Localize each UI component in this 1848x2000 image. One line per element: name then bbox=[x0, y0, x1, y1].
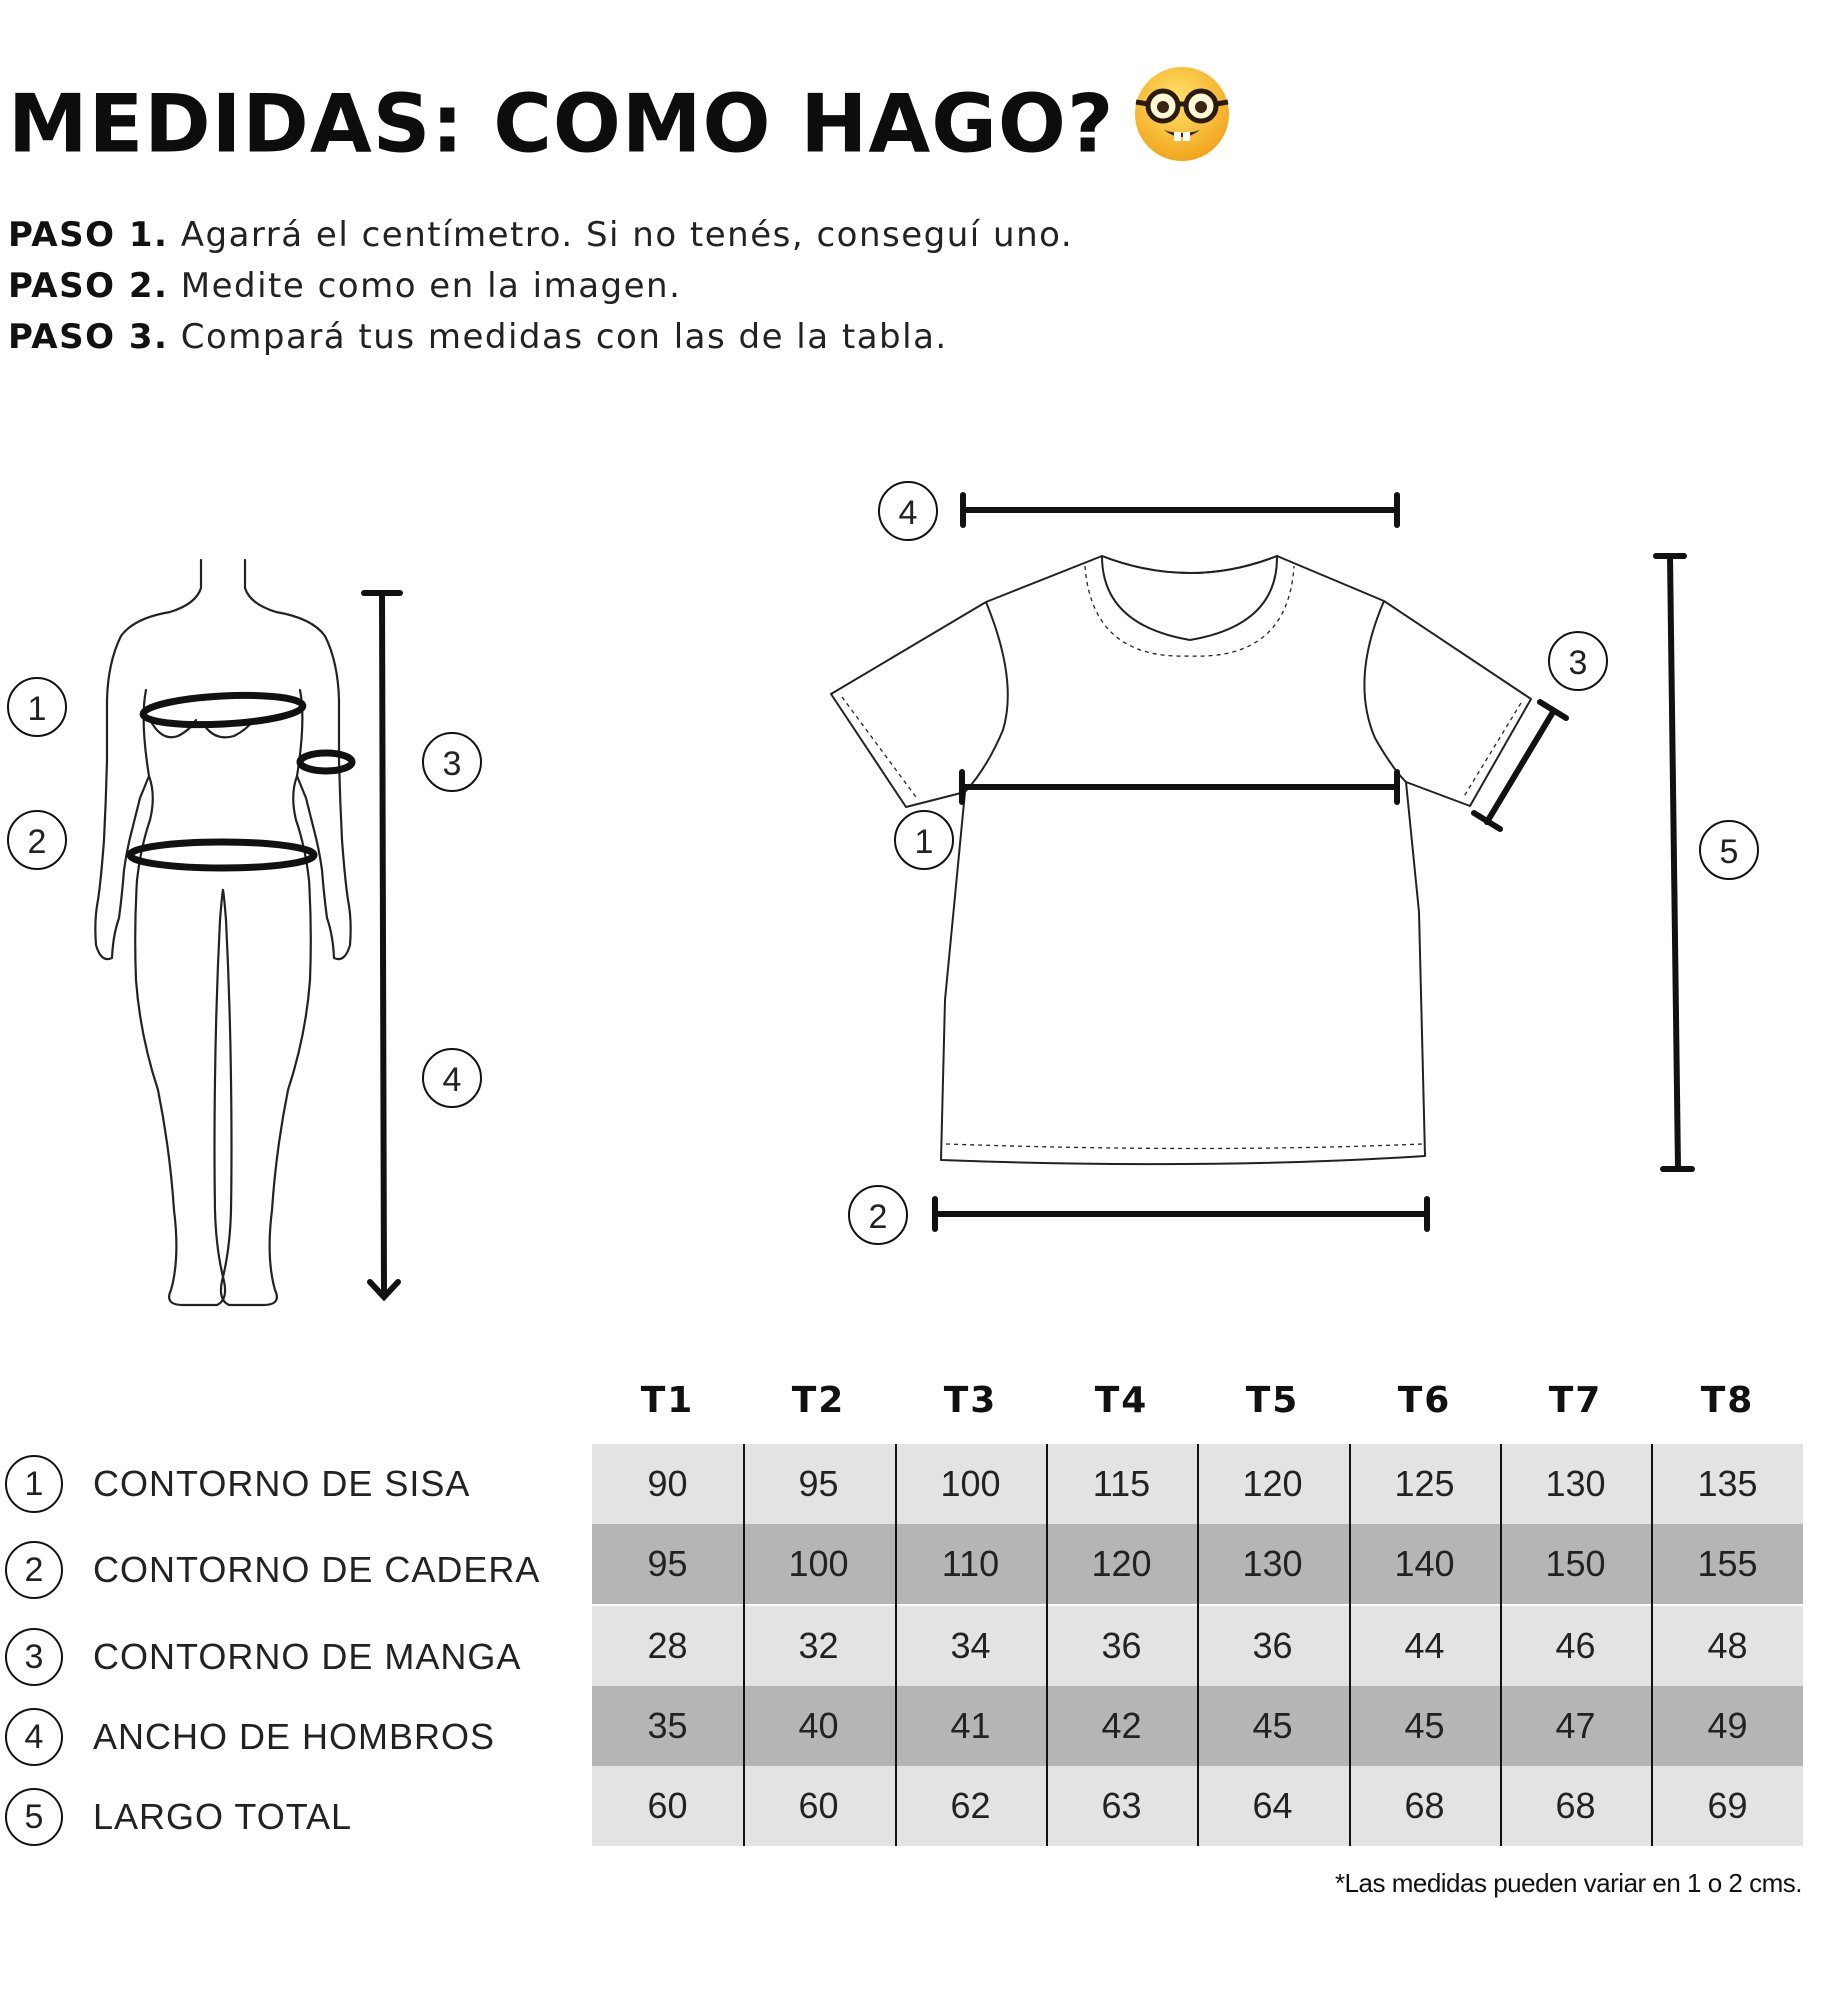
table-cell: 125 bbox=[1394, 1463, 1455, 1504]
table-cell: 46 bbox=[1555, 1625, 1596, 1666]
row-label-text: ANCHO DE HOMBROS bbox=[93, 1716, 496, 1757]
table-cell: 95 bbox=[647, 1543, 688, 1584]
row-number-badge: 1 bbox=[5, 1455, 63, 1513]
step-2: PASO 2. Medite como en la imagen. bbox=[8, 266, 682, 306]
svg-text:5: 5 bbox=[1719, 833, 1739, 871]
table-cell: 90 bbox=[647, 1463, 688, 1504]
table-cell: 40 bbox=[798, 1705, 839, 1746]
svg-text:2: 2 bbox=[27, 823, 47, 861]
column-divider bbox=[1197, 1444, 1199, 1846]
svg-text:3: 3 bbox=[442, 745, 462, 783]
body-marker-3 bbox=[423, 733, 481, 791]
tshirt-marker-3 bbox=[1549, 632, 1607, 690]
table-cell: 49 bbox=[1707, 1705, 1748, 1746]
title-text: MEDIDAS: COMO HAGO? bbox=[8, 77, 1115, 171]
step-1: PASO 1. Agarrá el centímetro. Si no tenés, conseguí uno. bbox=[8, 215, 1074, 255]
size-table-header bbox=[592, 1380, 1803, 1440]
table-cell: 140 bbox=[1394, 1543, 1455, 1584]
column-divider bbox=[743, 1444, 745, 1846]
table-cell: 120 bbox=[1091, 1543, 1152, 1584]
row-number-badge: 3 bbox=[5, 1628, 63, 1686]
table-cell: 32 bbox=[798, 1625, 839, 1666]
column-divider bbox=[1651, 1444, 1653, 1846]
tshirt-marker-4 bbox=[879, 482, 937, 540]
table-cell: 60 bbox=[647, 1785, 688, 1826]
table-cell: 69 bbox=[1707, 1785, 1748, 1826]
table-cell: 48 bbox=[1707, 1625, 1748, 1666]
column-header: T2 bbox=[791, 1380, 846, 1421]
row-label bbox=[5, 1627, 521, 1687]
table-cell: 42 bbox=[1101, 1705, 1142, 1746]
column-header: T7 bbox=[1548, 1380, 1603, 1421]
table-cell: 45 bbox=[1404, 1705, 1445, 1746]
table-cell: 150 bbox=[1545, 1543, 1606, 1584]
table-cell: 45 bbox=[1252, 1705, 1293, 1746]
row-number-badge: 4 bbox=[5, 1708, 63, 1766]
table-cell: 110 bbox=[941, 1543, 1000, 1584]
column-divider bbox=[1349, 1444, 1351, 1846]
table-cell: 68 bbox=[1404, 1785, 1445, 1826]
table-cell: 100 bbox=[940, 1463, 1001, 1504]
table-cell: 135 bbox=[1697, 1463, 1758, 1504]
table-cell: 47 bbox=[1555, 1705, 1596, 1746]
column-divider bbox=[895, 1444, 897, 1846]
body-markers bbox=[8, 678, 481, 1107]
table-cell: 115 bbox=[1092, 1463, 1151, 1504]
instructions bbox=[8, 210, 1073, 363]
table-cell: 36 bbox=[1252, 1625, 1293, 1666]
svg-text:2: 2 bbox=[868, 1198, 888, 1236]
body-marker-2 bbox=[8, 811, 66, 869]
table-cell: 120 bbox=[1242, 1463, 1303, 1504]
table-cell: 100 bbox=[788, 1543, 849, 1584]
row-label-text: CONTORNO DE MANGA bbox=[93, 1636, 522, 1677]
svg-text:4: 4 bbox=[898, 494, 918, 532]
column-header: T4 bbox=[1094, 1380, 1149, 1421]
tshirt-marker-2 bbox=[849, 1186, 907, 1244]
body-measure-bands bbox=[130, 692, 352, 868]
table-cell: 64 bbox=[1252, 1785, 1293, 1826]
table-cell: 63 bbox=[1101, 1785, 1142, 1826]
table-cell: 130 bbox=[1242, 1543, 1303, 1584]
svg-text:3: 3 bbox=[1568, 644, 1588, 682]
column-header: T8 bbox=[1700, 1380, 1755, 1421]
column-divider bbox=[1500, 1444, 1502, 1846]
table-cell: 35 bbox=[647, 1705, 688, 1746]
table-cell: 62 bbox=[950, 1785, 991, 1826]
column-header: T1 bbox=[640, 1380, 695, 1421]
body-marker-1 bbox=[8, 678, 66, 736]
table-cell: 68 bbox=[1555, 1785, 1596, 1826]
row-label bbox=[5, 1787, 352, 1847]
table-cell: 155 bbox=[1697, 1543, 1758, 1584]
table-cell: 28 bbox=[647, 1625, 688, 1666]
table-cell: 95 bbox=[798, 1463, 839, 1504]
row-number-badge: 2 bbox=[5, 1541, 63, 1599]
table-cell: 60 bbox=[798, 1785, 839, 1826]
row-label bbox=[5, 1454, 470, 1514]
measurement-illustrations bbox=[0, 460, 1848, 1340]
tshirt-marker-5 bbox=[1700, 821, 1758, 879]
footnote: *Las medidas pueden variar en 1 o 2 cms. bbox=[1334, 1868, 1802, 1898]
column-header: T5 bbox=[1245, 1380, 1300, 1421]
column-header: T6 bbox=[1397, 1380, 1452, 1421]
page-title bbox=[8, 70, 1232, 189]
body-figure bbox=[95, 560, 350, 1305]
svg-text:1: 1 bbox=[914, 823, 934, 861]
tshirt-marker-1 bbox=[895, 811, 953, 869]
table-cell: 34 bbox=[950, 1625, 991, 1666]
column-header: T3 bbox=[943, 1380, 998, 1421]
nerd-face-emoji-icon bbox=[1132, 64, 1232, 183]
row-label bbox=[5, 1540, 540, 1600]
body-marker-4 bbox=[423, 1049, 481, 1107]
table-cell: 44 bbox=[1404, 1625, 1445, 1666]
row-label bbox=[5, 1707, 495, 1767]
svg-text:1: 1 bbox=[27, 690, 47, 728]
row-label-text: CONTORNO DE SISA bbox=[93, 1463, 471, 1504]
body-height-arrow bbox=[364, 593, 400, 1297]
row-label-text: CONTORNO DE CADERA bbox=[93, 1549, 541, 1590]
step-3: PASO 3. Compará tus medidas con las de la tabla. bbox=[8, 317, 948, 357]
svg-text:4: 4 bbox=[442, 1061, 462, 1099]
row-label-text: LARGO TOTAL bbox=[93, 1796, 353, 1837]
row-number-badge: 5 bbox=[5, 1788, 63, 1846]
table-cell: 41 bbox=[950, 1705, 991, 1746]
table-cell: 36 bbox=[1101, 1625, 1142, 1666]
table-cell: 130 bbox=[1545, 1463, 1606, 1504]
column-divider bbox=[1046, 1444, 1048, 1846]
